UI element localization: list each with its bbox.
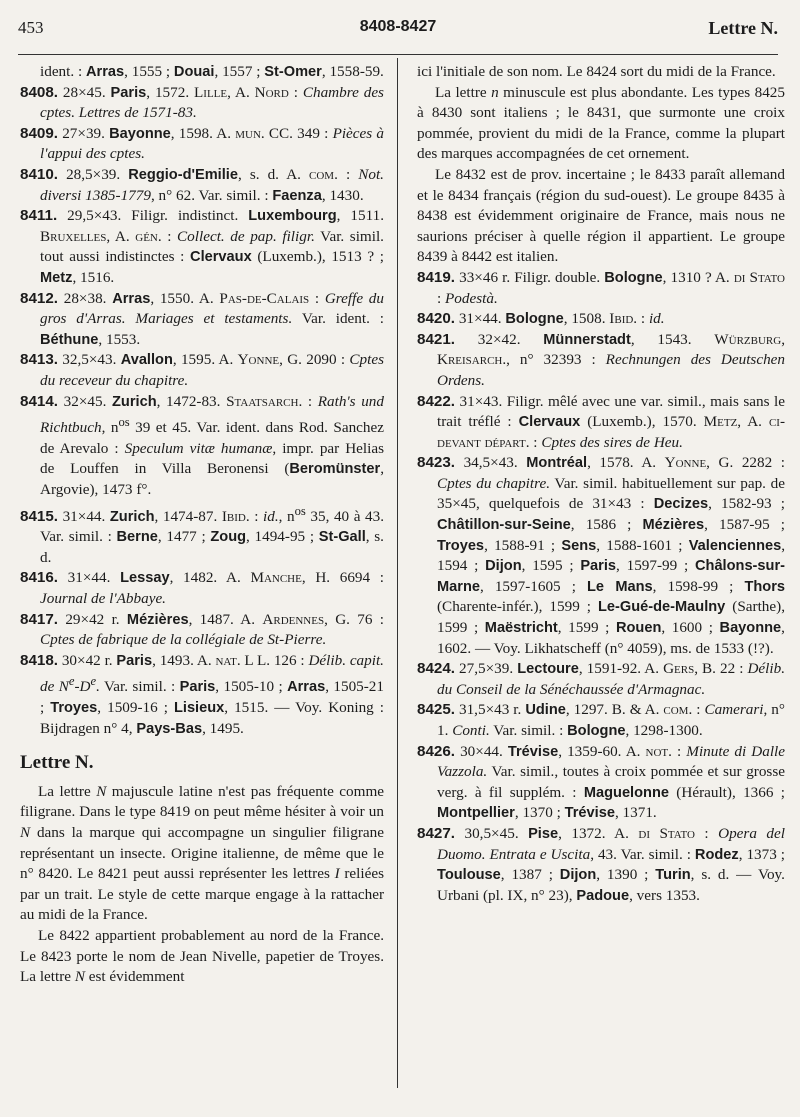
entry-text: 28×38. Arras, 1550. A. Pas-de-Calais : Greffe du gros d'Arras. Mariages et testaments. Var. ident. : Béthune, 1553. — [40, 289, 384, 348]
catalog-entry — [20, 651, 384, 739]
entry-text: 31,5×43 r. Udine, 1297. B. & A. com. : Camerari, n° 1. Conti. Var. simil. : Bologne, 1298-1300. — [437, 701, 785, 739]
entry-number: 8422. — [417, 392, 456, 410]
entry-text: 28,5×39. Reggio-d'Emilie, s. d. A. com. : Not. diversi 1385-1779, n° 62. Var. simil. : Faenza, 1430. — [40, 165, 384, 204]
catalog-entry — [417, 392, 785, 454]
entry-text: 30×42 r. Paris, 1493. A. nat. L L. 126 : Délib. capit. de $N^e-De$. Var. simil. : Paris, 1505-10 ; Arras, 1505-21 ; Troyes, 1509-16 ; Lisieux, 1515. — Voy. Koning : Bijdragen n° 4, Pays-Bas, 1495. — [40, 651, 384, 737]
catalog-entry — [20, 124, 384, 165]
section-heading: Lettre N. — [20, 752, 94, 774]
entry-text: 31×44. Zurich, 1474-87. Ibid. : id., $n^{os}$ 35, 40 à 43. Var. simil. : Berne, 1477 ; Zoug, 1494-95 ; St-Gall, s. d. — [40, 503, 384, 566]
left-column — [20, 62, 384, 988]
column-divider — [397, 58, 398, 1088]
entry-number: 8417. — [20, 610, 59, 628]
entry-text: 29,5×43. Filigr. indistinct. Luxembourg, 1511. Bruxelles, A. gén. : Collect. de pap. filigr. Var. simil. tout aussi indistinctes : Clervaux (Luxemb.), 1513 ? ; Metz, 1516. — [40, 207, 385, 286]
entry-number: 8416. — [20, 569, 59, 587]
entry-number: 8418. — [20, 651, 59, 669]
running-section-title: Lettre N. — [708, 18, 778, 38]
entry-text: 31×44. Lessay, 1482. A. Manche, H. 6694 : Journal de l'Abbaye. — [40, 569, 384, 607]
entry-text: 27,5×39. Lectoure, 1591-92. A. Gers, B. 22 : Délib. du Conseil de la Sénéchaussée d'Armagnac. — [437, 660, 785, 698]
entry-text: 30×44. Trévise, 1359-60. A. not. : Minute di Dalle Vazzola. Var. simil., toutes à croix pommée et sur grosse verg. à fil supplém. : Maguelonne (Hérault), 1366 ; Montpellier, 1370 ; Trévise, 1371. — [437, 742, 785, 822]
body-paragraph: Le 8432 est de prov. incertaine ; le 8433 paraît allemand et le 8434 français (région du sud-ouest). Le groupe 8435 à 8438 est évidemment originaire de France, mais nous ne saurions préciser à quelle région il appartient. Le groupe 8439 à 8442 est italien. — [417, 165, 785, 266]
page-number: 453 — [18, 18, 44, 37]
catalog-entry — [417, 330, 785, 392]
entry-number: 8410. — [20, 165, 59, 183]
entry-number: 8425. — [417, 701, 456, 719]
catalog-entry — [20, 83, 384, 124]
continuation-text: ident. : Arras, 1555 ; Douai, 1557 ; St-Omer, 1558-59. — [40, 63, 384, 80]
page-header — [18, 14, 778, 44]
entry-text: 27×39. Bayonne, 1598. A. mun. CC. 349 : Pièces à l'appui des cptes. — [40, 124, 384, 163]
entry-text: 32×45. Zurich, 1472-83. Staatsarch. : Rath's und Richtbuch, $n^{os}$ 39 et 45. Var. ident. dans Rod. Sanchez de Arevalo : Speculum vitæ humanæ, impr. par Helias de Louffen in Villa Beronensi (Beromünster, Argovie), 1473 f°. — [40, 392, 384, 498]
entry-text: 32,5×43. Avallon, 1595. A. Yonne, G. 2090 : Cptes du receveur du chapitre. — [40, 351, 384, 389]
catalog-entry — [20, 568, 384, 609]
catalog-entry — [417, 309, 785, 330]
left-entry-list — [20, 83, 384, 740]
entry-number: 8411. — [20, 207, 58, 225]
catalog-entry — [20, 289, 384, 351]
continuation-paragraph: ici l'initiale de son nom. Le 8424 sort du midi de la France. — [417, 63, 776, 80]
entry-number: 8415. — [20, 507, 59, 525]
entry-range: 8408-8427 — [359, 18, 437, 35]
catalog-entry — [417, 742, 785, 824]
entry-text: 33×46 r. Filigr. double. Bologne, 1310 ? A. di Stato : Podestà. — [437, 268, 785, 307]
body-paragraph: La lettre N majuscule latine n'est pas fréquente comme filigrane. Dans le type 8419 on peut même hésiter à voir un N dans la marque qui accompagne un singulier filigrane représentant un insecte. Origine italienne, de même que le n° 8420. Le 8421 peut aussi représenter les lettres I reliées par un trait. Le style de cette marque engage à la rattacher au midi de la France. — [20, 782, 385, 924]
entry-text: 34,5×43. Montréal, 1578. A. Yonne, G. 2282 : Cptes du chapitre. Var. simil. habituellement sur pap. de 35×45, quelquefois de 31×43 : Decizes, 1582-93 ; Châtillon-sur-Seine, 1586 ; Mézières, 1587-95 ; Troyes, 1588-91 ; Sens, 1588-1601 ; Valenciennes, 1594 ; Dijon, 1595 ; Paris, 1597-99 ; Châlons-sur-Marne, 1597-1605 ; Le Mans, 1598-99 ; Thors (Charente-infér.), 1599 ; Le-Gué-de-Maulny (Sarthe), 1599 ; Maëstricht, 1599 ; Rouen, 1600 ; Bayonne, 1602. — Voy. Likhatscheff (n° 4059), ms. de 1533 (!?). — [437, 454, 786, 657]
entry-number: 8427. — [417, 824, 456, 842]
entry-text: 30,5×45. Pise, 1372. A. di Stato : Opera del Duomo. Entrata e Uscita, 43. Var. simil. : Rodez, 1373 ; Toulouse, 1387 ; Dijon, 1390 ; Turin, s. d. — Voy. Urbani (pl. IX, n° 23), Padoue, vers 1353. — [437, 824, 785, 904]
entry-number: 8426. — [417, 742, 456, 760]
entry-number: 8419. — [417, 268, 456, 286]
body-paragraph: Le 8422 appartient probablement au nord de la France. Le 8423 porte le nom de Jean Nivelle, papetier de Troyes. La lettre N est évidemment — [20, 926, 384, 986]
body-paragraph: La lettre n minuscule est plus abondante. Les types 8425 à 8430 sont italiens ; le 8431, que surmonte une croix pommée, provient du midi de la France, comme la plupart des marques accompagnées de cet ornement. — [417, 83, 785, 163]
entry-number: 8412. — [20, 289, 59, 307]
catalog-entry — [20, 501, 384, 569]
catalog-entry — [417, 453, 785, 659]
entry-number: 8424. — [417, 660, 456, 678]
catalog-entry — [417, 268, 785, 309]
entry-text: 32×42. Münnerstadt, 1543. Würzburg, Kreisarch., n° 32393 : Rechnungen des Deutschen Ordens. — [437, 330, 785, 389]
left-paragraphs — [20, 782, 384, 988]
entry-number: 8409. — [20, 124, 59, 142]
right-column — [417, 62, 785, 906]
entry-text: 28×45. Paris, 1572. Lille, A. Nord : Chambre des cptes. Lettres de 1571-83. — [40, 83, 384, 122]
catalog-entry — [417, 824, 785, 906]
right-entry-list — [417, 268, 785, 906]
catalog-entry — [20, 610, 384, 651]
entry-number: 8413. — [20, 351, 59, 369]
catalog-entry — [417, 659, 785, 700]
entry-text: 31×44. Bologne, 1508. Ibid. : id. — [455, 310, 665, 328]
catalog-entry — [20, 392, 384, 501]
entry-number: 8420. — [417, 310, 456, 328]
entry-number: 8423. — [417, 454, 456, 472]
catalog-entry — [20, 206, 384, 288]
entry-text: 31×43. Filigr. mêlé avec une var. simil., mais sans le trait tréflé : Clervaux (Luxemb.), 1570. Metz, A. ci-devant départ. : Cptes des sires de Heu. — [437, 392, 785, 451]
entry-number: 8421. — [417, 330, 456, 348]
right-paragraphs — [417, 83, 785, 268]
entry-number: 8408. — [20, 83, 59, 101]
entry-text: 29×42 r. Mézières, 1487. A. Ardennes, G. 76 : Cptes de fabrique de la collégiale de St-Pierre. — [40, 610, 384, 649]
catalog-entry — [20, 165, 384, 206]
catalog-entry — [20, 350, 384, 391]
header-rule — [18, 54, 778, 55]
entry-number: 8414. — [20, 392, 59, 410]
catalog-entry — [417, 700, 785, 741]
